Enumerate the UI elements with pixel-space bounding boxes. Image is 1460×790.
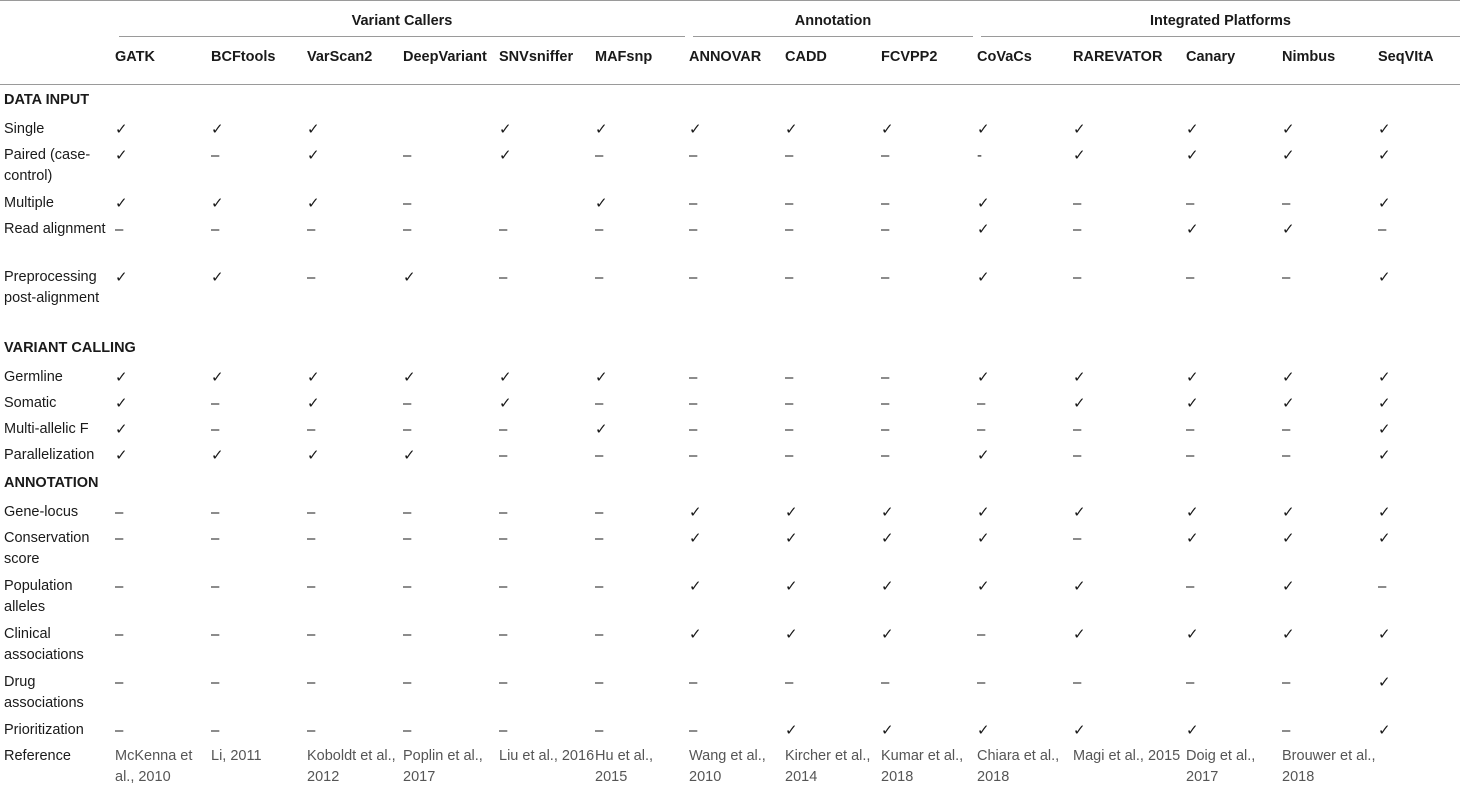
- tool-header-gatk: GATK: [115, 41, 211, 85]
- tool-header-nimbus: Nimbus: [1282, 41, 1378, 85]
- dash-cell: –: [1186, 264, 1282, 333]
- dash-cell: –: [1073, 264, 1186, 333]
- section-row-annotation: [0, 468, 1460, 499]
- dash-cell: –: [307, 525, 403, 573]
- dash-cell: –: [881, 190, 977, 216]
- dash-cell: -: [977, 142, 1073, 190]
- check-cell: ✓: [499, 116, 595, 142]
- row-label: Paired (case-control): [0, 142, 115, 190]
- dash-cell: –: [689, 416, 785, 442]
- check-cell: ✓: [115, 416, 211, 442]
- check-cell: ✓: [115, 142, 211, 190]
- dash-cell: –: [785, 416, 881, 442]
- dash-cell: –: [881, 669, 977, 717]
- dash-cell: –: [1073, 669, 1186, 717]
- check-cell: ✓: [1378, 390, 1460, 416]
- check-cell: ✓: [1186, 525, 1282, 573]
- group-header-label: Annotation: [693, 10, 973, 37]
- check-cell: ✓: [1282, 116, 1378, 142]
- dash-cell: –: [1282, 669, 1378, 717]
- table-row: [0, 190, 1460, 216]
- check-cell: ✓: [1378, 142, 1460, 190]
- reference-cell: Poplin et al., 2017: [403, 743, 499, 790]
- dash-cell: –: [403, 190, 499, 216]
- dash-cell: –: [977, 621, 1073, 669]
- dash-cell: –: [689, 669, 785, 717]
- dash-cell: –: [785, 216, 881, 264]
- dash-cell: –: [595, 390, 689, 416]
- check-cell: ✓: [211, 442, 307, 468]
- dash-cell: –: [211, 573, 307, 621]
- check-cell: ✓: [307, 190, 403, 216]
- reference-cell: McKenna et al., 2010: [115, 743, 211, 790]
- check-cell: ✓: [115, 190, 211, 216]
- dash-cell: –: [1186, 416, 1282, 442]
- dash-cell: –: [595, 499, 689, 525]
- check-cell: ✓: [881, 573, 977, 621]
- reference-cell: Wang et al., 2010: [689, 743, 785, 790]
- check-cell: ✓: [499, 390, 595, 416]
- dash-cell: –: [403, 142, 499, 190]
- reference-cell: Kumar et al., 2018: [881, 743, 977, 790]
- dash-cell: –: [115, 621, 211, 669]
- check-cell: ✓: [1073, 364, 1186, 390]
- table-row: [0, 216, 1460, 264]
- reference-label: Reference: [0, 743, 115, 790]
- dash-cell: –: [1073, 416, 1186, 442]
- dash-cell: –: [881, 364, 977, 390]
- dash-cell: –: [403, 573, 499, 621]
- dash-cell: –: [689, 190, 785, 216]
- dash-cell: –: [307, 621, 403, 669]
- check-cell: ✓: [307, 142, 403, 190]
- table-row: [0, 442, 1460, 468]
- dash-cell: –: [307, 499, 403, 525]
- tool-header-fcvpp2: FCVPP2: [881, 41, 977, 85]
- check-cell: ✓: [689, 573, 785, 621]
- check-cell: ✓: [977, 717, 1073, 743]
- check-cell: ✓: [1378, 442, 1460, 468]
- check-cell: ✓: [211, 190, 307, 216]
- check-cell: ✓: [115, 390, 211, 416]
- dash-cell: –: [1282, 416, 1378, 442]
- check-cell: ✓: [1282, 364, 1378, 390]
- check-cell: ✓: [977, 216, 1073, 264]
- row-label: Somatic: [0, 390, 115, 416]
- dash-cell: –: [785, 142, 881, 190]
- dash-cell: –: [115, 573, 211, 621]
- check-cell: ✓: [1378, 364, 1460, 390]
- dash-cell: –: [785, 390, 881, 416]
- check-cell: ✓: [785, 573, 881, 621]
- section-title: DATA INPUT: [0, 85, 1460, 117]
- tool-header-snvsniffer: SNVsniffer: [499, 41, 595, 85]
- check-cell: ✓: [211, 116, 307, 142]
- dash-cell: –: [499, 442, 595, 468]
- dash-cell: –: [499, 216, 595, 264]
- dash-cell: –: [211, 390, 307, 416]
- check-cell: ✓: [1073, 116, 1186, 142]
- check-cell: ✓: [1378, 416, 1460, 442]
- reference-cell: Magi et al., 2015: [1073, 743, 1186, 790]
- dash-cell: –: [211, 142, 307, 190]
- check-cell: ✓: [785, 525, 881, 573]
- check-cell: ✓: [499, 142, 595, 190]
- check-cell: ✓: [1073, 390, 1186, 416]
- check-cell: ✓: [307, 364, 403, 390]
- dash-cell: –: [115, 525, 211, 573]
- dash-cell: –: [307, 669, 403, 717]
- dash-cell: –: [403, 416, 499, 442]
- dash-cell: –: [689, 264, 785, 333]
- check-cell: ✓: [881, 621, 977, 669]
- row-label: Clinical associations: [0, 621, 115, 669]
- tool-header-bcftools: BCFtools: [211, 41, 307, 85]
- check-cell: ✓: [115, 264, 211, 333]
- tool-header-row: [0, 41, 1460, 85]
- check-cell: ✓: [115, 364, 211, 390]
- dash-cell: –: [689, 364, 785, 390]
- dash-cell: –: [1186, 190, 1282, 216]
- dash-cell: –: [1282, 442, 1378, 468]
- table-row: [0, 525, 1460, 573]
- check-cell: ✓: [881, 116, 977, 142]
- table-row: [0, 621, 1460, 669]
- tool-header-rarevator: RAREVATOR: [1073, 41, 1186, 85]
- check-cell: ✓: [1073, 499, 1186, 525]
- dash-cell: –: [307, 573, 403, 621]
- dash-cell: –: [1378, 573, 1460, 621]
- dash-cell: –: [403, 621, 499, 669]
- check-cell: ✓: [1073, 717, 1186, 743]
- dash-cell: –: [977, 416, 1073, 442]
- table-row: [0, 416, 1460, 442]
- row-label: Single: [0, 116, 115, 142]
- dash-cell: –: [115, 717, 211, 743]
- dash-cell: –: [403, 390, 499, 416]
- dash-cell: –: [881, 442, 977, 468]
- dash-cell: –: [1073, 442, 1186, 468]
- tool-header-annovar: ANNOVAR: [689, 41, 785, 85]
- table-row: [0, 364, 1460, 390]
- dash-cell: –: [1073, 190, 1186, 216]
- tool-header-covacs: CoVaCs: [977, 41, 1073, 85]
- dash-cell: –: [881, 416, 977, 442]
- section-row-data-input: [0, 85, 1460, 117]
- check-cell: ✓: [1378, 525, 1460, 573]
- check-cell: ✓: [1186, 390, 1282, 416]
- dash-cell: –: [881, 216, 977, 264]
- check-cell: ✓: [977, 525, 1073, 573]
- check-cell: ✓: [1378, 717, 1460, 743]
- check-cell: ✓: [115, 116, 211, 142]
- dash-cell: –: [403, 717, 499, 743]
- dash-cell: –: [1186, 669, 1282, 717]
- row-label: Population alleles: [0, 573, 115, 621]
- check-cell: ✓: [689, 525, 785, 573]
- row-label: Conservation score: [0, 525, 115, 573]
- table-row: [0, 669, 1460, 717]
- row-label: Read alignment: [0, 216, 115, 264]
- check-cell: ✓: [785, 717, 881, 743]
- check-cell: ✓: [211, 264, 307, 333]
- check-cell: ✓: [595, 416, 689, 442]
- dash-cell: –: [307, 717, 403, 743]
- check-cell: ✓: [403, 264, 499, 333]
- check-cell: ✓: [403, 442, 499, 468]
- check-cell: ✓: [1073, 573, 1186, 621]
- row-label-header: [0, 41, 115, 85]
- reference-cell: Li, 2011: [211, 743, 307, 790]
- dash-cell: –: [499, 669, 595, 717]
- check-cell: ✓: [403, 364, 499, 390]
- check-cell: ✓: [977, 190, 1073, 216]
- check-cell: ✓: [1378, 116, 1460, 142]
- dash-cell: –: [785, 442, 881, 468]
- dash-cell: –: [1282, 190, 1378, 216]
- group-header-annotation: [689, 1, 977, 42]
- table-row: [0, 573, 1460, 621]
- dash-cell: –: [689, 216, 785, 264]
- dash-cell: –: [211, 525, 307, 573]
- dash-cell: –: [881, 264, 977, 333]
- dash-cell: –: [785, 264, 881, 333]
- reference-cell: [1378, 743, 1460, 790]
- check-cell: ✓: [1282, 525, 1378, 573]
- row-label: Drug associations: [0, 669, 115, 717]
- check-cell: ✓: [307, 390, 403, 416]
- reference-cell: Brouwer et al., 2018: [1282, 743, 1378, 790]
- group-header-row: [0, 1, 1460, 42]
- dash-cell: –: [403, 669, 499, 717]
- row-label: Multi-allelic F: [0, 416, 115, 442]
- dash-cell: –: [499, 717, 595, 743]
- dash-cell: –: [1378, 216, 1460, 264]
- table-row: [0, 142, 1460, 190]
- check-cell: ✓: [307, 116, 403, 142]
- dash-cell: –: [211, 717, 307, 743]
- row-label: Prioritization: [0, 717, 115, 743]
- check-cell: ✓: [1378, 499, 1460, 525]
- check-cell: ✓: [977, 442, 1073, 468]
- dash-cell: –: [403, 216, 499, 264]
- table-row: [0, 717, 1460, 743]
- reference-cell: Doig et al., 2017: [1186, 743, 1282, 790]
- dash-cell: –: [211, 416, 307, 442]
- reference-cell: Liu et al., 2016: [499, 743, 595, 790]
- check-cell: ✓: [785, 499, 881, 525]
- check-cell: ✓: [1282, 390, 1378, 416]
- dash-cell: –: [595, 142, 689, 190]
- check-cell: ✓: [977, 364, 1073, 390]
- dash-cell: –: [595, 669, 689, 717]
- dash-cell: –: [595, 525, 689, 573]
- dash-cell: –: [499, 499, 595, 525]
- dash-cell: –: [499, 573, 595, 621]
- check-cell: ✓: [1186, 364, 1282, 390]
- group-header-variant-callers: [115, 1, 689, 42]
- dash-cell: –: [881, 142, 977, 190]
- check-cell: ✓: [1186, 216, 1282, 264]
- table-row: [0, 390, 1460, 416]
- check-cell: ✓: [307, 442, 403, 468]
- check-cell: ✓: [1282, 621, 1378, 669]
- check-cell: ✓: [1186, 142, 1282, 190]
- check-cell: ✓: [1073, 621, 1186, 669]
- row-label: Multiple: [0, 190, 115, 216]
- check-cell: ✓: [1282, 142, 1378, 190]
- dash-cell: –: [211, 669, 307, 717]
- dash-cell: –: [785, 190, 881, 216]
- check-cell: ✓: [1282, 573, 1378, 621]
- table-row: [0, 499, 1460, 525]
- check-cell: ✓: [1186, 116, 1282, 142]
- check-cell: ✓: [499, 364, 595, 390]
- dash-cell: –: [595, 442, 689, 468]
- dash-cell: –: [403, 525, 499, 573]
- check-cell: ✓: [977, 573, 1073, 621]
- row-label: Germline: [0, 364, 115, 390]
- check-cell: ✓: [881, 525, 977, 573]
- dash-cell: –: [595, 573, 689, 621]
- reference-cell: Koboldt et al., 2012: [307, 743, 403, 790]
- reference-row: [0, 743, 1460, 790]
- check-cell: ✓: [1378, 264, 1460, 333]
- check-cell: ✓: [1378, 669, 1460, 717]
- dash-cell: –: [595, 621, 689, 669]
- dash-cell: –: [1282, 717, 1378, 743]
- dash-cell: –: [211, 499, 307, 525]
- check-cell: ✓: [785, 621, 881, 669]
- dash-cell: –: [211, 216, 307, 264]
- tool-header-mafsnp: MAFsnp: [595, 41, 689, 85]
- dash-cell: –: [1073, 525, 1186, 573]
- check-cell: ✓: [881, 717, 977, 743]
- group-header-integrated-platforms: [977, 1, 1460, 42]
- check-cell: ✓: [689, 499, 785, 525]
- dash-cell: –: [211, 621, 307, 669]
- dash-cell: –: [115, 499, 211, 525]
- dash-cell: –: [595, 264, 689, 333]
- dash-cell: –: [689, 142, 785, 190]
- dash-cell: –: [307, 264, 403, 333]
- section-title: VARIANT CALLING: [0, 333, 1460, 364]
- check-cell: ✓: [595, 116, 689, 142]
- dash-cell: –: [977, 669, 1073, 717]
- check-cell: ✓: [881, 499, 977, 525]
- check-cell: ✓: [211, 364, 307, 390]
- check-cell: ✓: [1186, 499, 1282, 525]
- table-row: [0, 116, 1460, 142]
- dash-cell: –: [595, 216, 689, 264]
- dash-cell: –: [499, 525, 595, 573]
- dash-cell: –: [689, 442, 785, 468]
- dash-cell: –: [499, 621, 595, 669]
- table-row: [0, 264, 1460, 333]
- reference-cell: Kircher et al., 2014: [785, 743, 881, 790]
- check-cell: ✓: [1073, 142, 1186, 190]
- tool-header-seqvita: SeqVItA: [1378, 41, 1460, 85]
- dash-cell: –: [115, 669, 211, 717]
- tool-header-canary: Canary: [1186, 41, 1282, 85]
- dash-cell: –: [785, 669, 881, 717]
- dash-cell: –: [785, 364, 881, 390]
- empty-cell: [499, 190, 595, 216]
- dash-cell: –: [307, 216, 403, 264]
- dash-cell: –: [1186, 573, 1282, 621]
- check-cell: ✓: [1378, 621, 1460, 669]
- check-cell: ✓: [977, 264, 1073, 333]
- dash-cell: –: [1282, 264, 1378, 333]
- dash-cell: –: [115, 216, 211, 264]
- dash-cell: –: [689, 717, 785, 743]
- dash-cell: –: [499, 264, 595, 333]
- reference-cell: Chiara et al., 2018: [977, 743, 1073, 790]
- group-header-empty: [0, 1, 115, 42]
- check-cell: ✓: [1186, 717, 1282, 743]
- row-label: Gene-locus: [0, 499, 115, 525]
- group-header-label: Integrated Platforms: [981, 10, 1460, 37]
- dash-cell: –: [499, 416, 595, 442]
- row-label: Preprocessing post-alignment: [0, 264, 115, 333]
- dash-cell: –: [1073, 216, 1186, 264]
- check-cell: ✓: [115, 442, 211, 468]
- dash-cell: –: [689, 390, 785, 416]
- check-cell: ✓: [977, 499, 1073, 525]
- check-cell: ✓: [1282, 499, 1378, 525]
- check-cell: ✓: [785, 116, 881, 142]
- table-header: [0, 1, 1460, 85]
- check-cell: ✓: [977, 116, 1073, 142]
- check-cell: ✓: [595, 190, 689, 216]
- table-body: [0, 85, 1460, 790]
- dash-cell: –: [977, 390, 1073, 416]
- section-title: ANNOTATION: [0, 468, 1460, 499]
- dash-cell: –: [1186, 442, 1282, 468]
- tool-header-deepvariant: DeepVariant: [403, 41, 499, 85]
- dash-cell: –: [595, 717, 689, 743]
- dash-cell: –: [307, 416, 403, 442]
- check-cell: ✓: [689, 621, 785, 669]
- reference-cell: Hu et al., 2015: [595, 743, 689, 790]
- tool-header-cadd: CADD: [785, 41, 881, 85]
- group-header-label: Variant Callers: [119, 10, 685, 37]
- dash-cell: –: [403, 499, 499, 525]
- check-cell: ✓: [595, 364, 689, 390]
- check-cell: ✓: [1186, 621, 1282, 669]
- tool-header-varscan2: VarScan2: [307, 41, 403, 85]
- dash-cell: –: [881, 390, 977, 416]
- check-cell: ✓: [689, 116, 785, 142]
- check-cell: ✓: [1282, 216, 1378, 264]
- section-row-variant-calling: [0, 333, 1460, 364]
- check-cell: ✓: [1378, 190, 1460, 216]
- row-label: Parallelization: [0, 442, 115, 468]
- empty-cell: [403, 116, 499, 142]
